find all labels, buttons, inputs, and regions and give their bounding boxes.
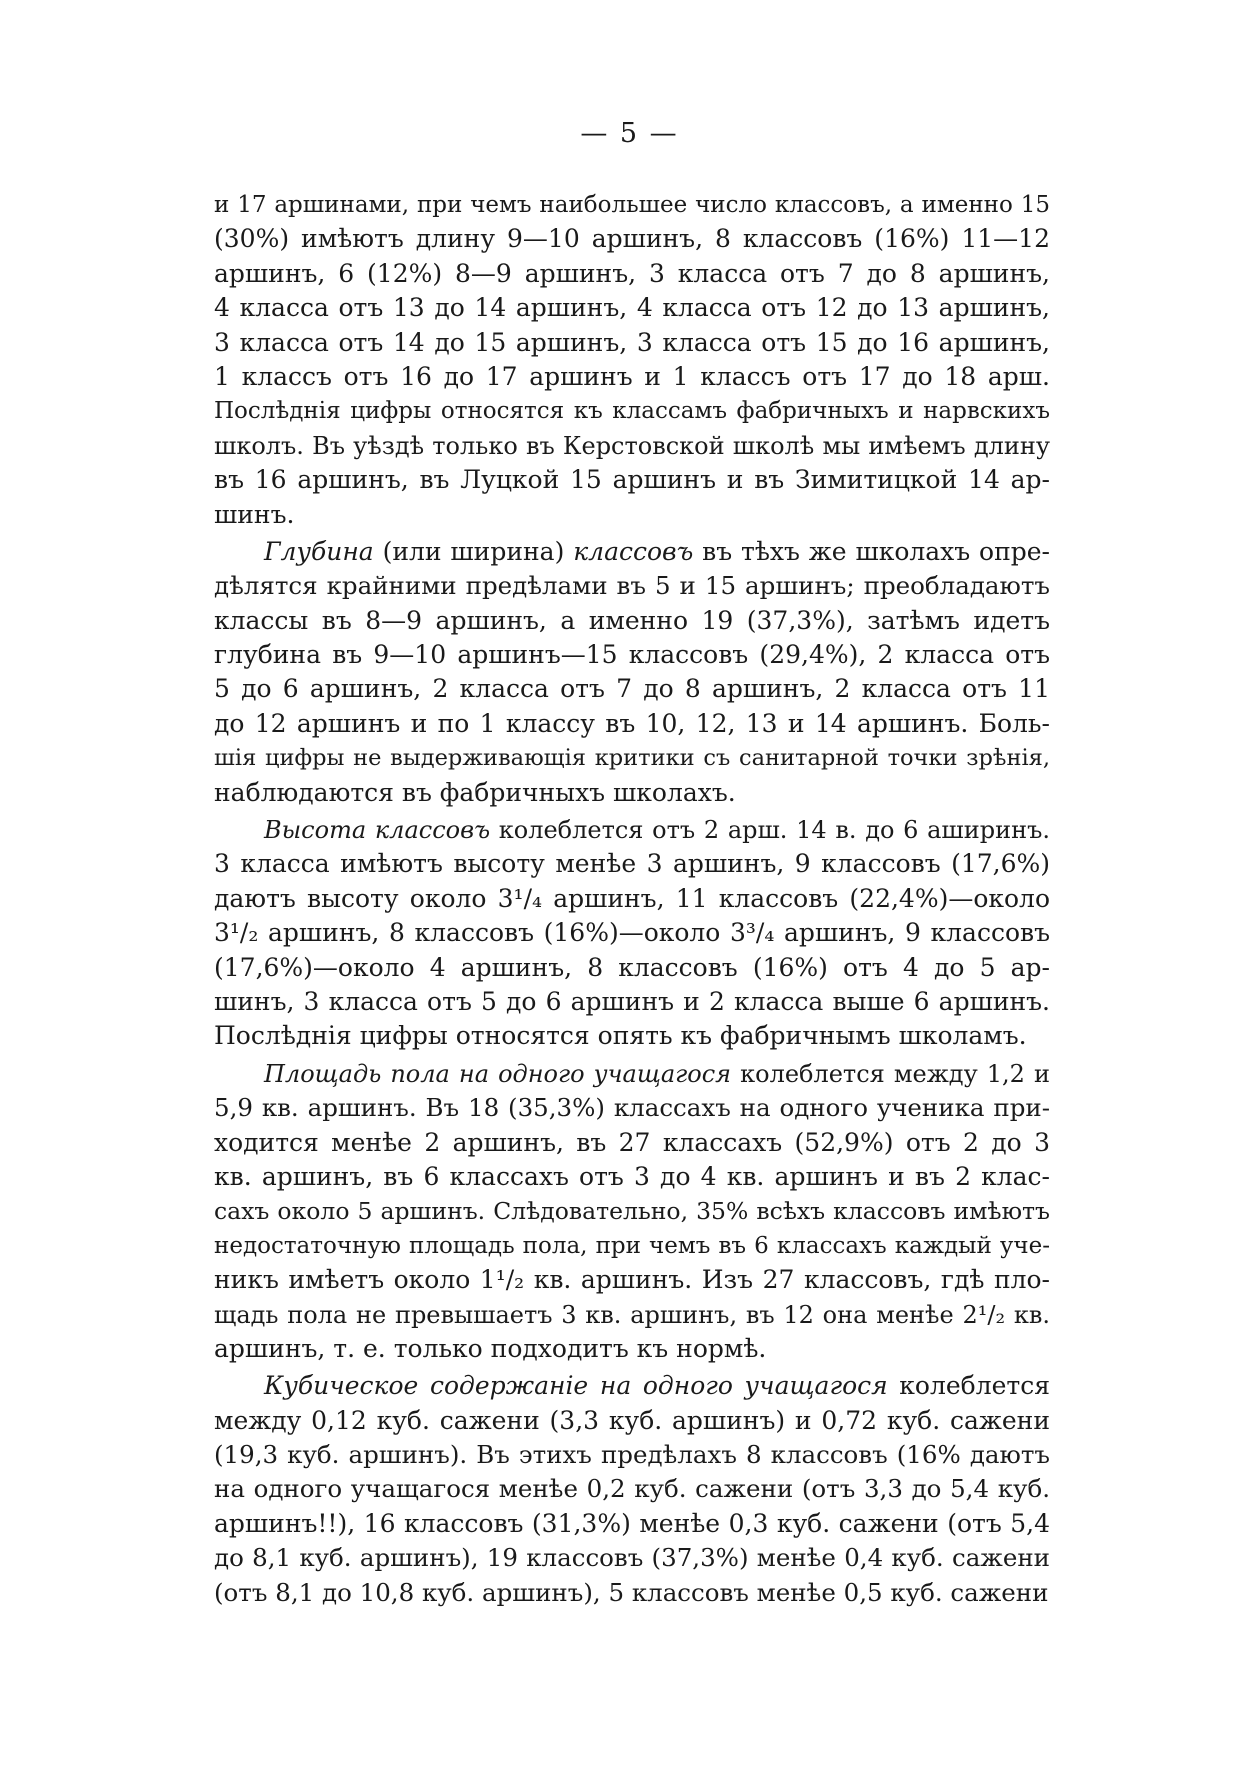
paragraph xyxy=(214,813,1050,1054)
text-line xyxy=(214,813,1050,847)
line-text: классы въ 8—9 аршинъ, а именно 19 (37,3%), затѣмъ идетъ xyxy=(214,605,1050,635)
text-line xyxy=(214,1057,1050,1091)
body-text xyxy=(214,188,1050,1610)
line-text: (или ширина) xyxy=(373,536,574,566)
paragraph xyxy=(214,1369,1050,1610)
text-line xyxy=(214,638,1050,672)
line-text: кв. аршинъ, въ 6 классахъ отъ 3 до 4 кв. аршинъ и въ 2 клас- xyxy=(214,1161,1050,1191)
line-text: въ тѣхъ же школахъ опре- xyxy=(693,536,1050,566)
line-text: и 17 аршинами, при чемъ наибольшее число классовъ, а именно 15 xyxy=(214,192,1050,218)
line-text: въ 16 аршинъ, въ Луцкой 15 аршинъ и въ Зимитицкой 14 ар- xyxy=(214,465,1050,495)
text-line xyxy=(214,222,1050,256)
text-line xyxy=(214,1019,1050,1053)
line-text: колеблется отъ 2 арш. 14 в. до 6 аширинъ. xyxy=(490,816,1050,845)
text-line xyxy=(214,291,1050,325)
paragraph xyxy=(214,535,1050,810)
line-text: шинъ. xyxy=(214,499,295,529)
text-line xyxy=(214,326,1050,360)
text-line xyxy=(214,1576,1050,1610)
text-line xyxy=(214,951,1050,985)
text-line xyxy=(214,1229,1050,1263)
text-line xyxy=(214,394,1050,428)
line-text: шія цифры не выдерживающія критики съ санитарной точки зрѣнія, xyxy=(214,745,1050,772)
line-text: наблюдаются въ фабричныхъ школахъ. xyxy=(214,777,736,807)
text-line xyxy=(214,535,1050,569)
paragraph xyxy=(214,188,1050,532)
line-text: ходится менѣе 2 аршинъ, въ 27 классахъ (52,9%) отъ 2 до 3 xyxy=(214,1127,1050,1157)
line-text: аршинъ, т. е. только подходитъ къ нормѣ. xyxy=(214,1333,767,1363)
line-text: (отъ 8,1 до 10,8 куб. аршинъ), 5 классовъ менѣе 0,5 куб. сажени xyxy=(214,1577,1049,1607)
text-line xyxy=(214,672,1050,706)
text-line xyxy=(214,1369,1050,1403)
text-line xyxy=(214,604,1050,638)
line-text: дѣлятся крайними предѣлами въ 5 и 15 аршинъ; преобладаютъ xyxy=(214,571,1050,601)
text-line xyxy=(214,1541,1050,1575)
text-line xyxy=(214,498,1050,532)
line-text: 3¹/₂ аршинъ, 8 классовъ (16%)—около 3³/₄ аршинъ, 9 классовъ xyxy=(214,918,1050,948)
text-line xyxy=(214,776,1050,810)
italic-term: Площадь пола на одного учащагося xyxy=(264,1059,732,1088)
text-line xyxy=(214,707,1050,741)
line-text: Послѣднія цифры относятся къ классамъ фабричныхъ и нарвскихъ xyxy=(214,398,1050,425)
text-line xyxy=(214,1160,1050,1194)
line-text: сахъ около 5 аршинъ. Слѣдовательно, 35% всѣхъ классовъ имѣютъ xyxy=(214,1197,1050,1226)
text-line xyxy=(214,1332,1050,1366)
line-text: щадь пола не превышаетъ 3 кв. аршинъ, въ 12 она менѣе 2¹/₂ кв. xyxy=(214,1300,1050,1329)
text-line xyxy=(214,1404,1050,1438)
text-line xyxy=(214,188,1050,222)
text-line xyxy=(214,985,1050,1019)
line-text: (17,6%)—около 4 аршинъ, 8 классовъ (16%) отъ 4 до 5 ар- xyxy=(214,952,1050,982)
text-line xyxy=(214,569,1050,603)
line-text: даютъ высоту около 3¹/₄ аршинъ, 11 классовъ (22,4%)—около xyxy=(214,883,1050,913)
line-text: Послѣднія цифры относятся опять къ фабричнымъ школамъ. xyxy=(214,1021,1027,1051)
line-text: 5,9 кв. аршинъ. Въ 18 (35,3%) классахъ на одного ученика при- xyxy=(214,1093,1050,1123)
line-text: аршинъ!!), 16 классовъ (31,3%) менѣе 0,3 куб. сажени (отъ 5,4 xyxy=(214,1508,1050,1538)
line-text: 3 класса отъ 14 до 15 аршинъ, 3 класса отъ 15 до 16 аршинъ, xyxy=(214,327,1050,357)
text-line xyxy=(214,257,1050,291)
italic-term: Кубическое содержаніе на одного учащагося xyxy=(264,1371,888,1401)
text-line xyxy=(214,1298,1050,1332)
text-line xyxy=(214,1126,1050,1160)
line-text: шинъ, 3 класса отъ 5 до 6 аршинъ и 2 класса выше 6 аршинъ. xyxy=(214,986,1050,1016)
text-line xyxy=(214,741,1050,775)
line-text: на одного учащагося менѣе 0,2 куб. сажени (отъ 3,3 до 5,4 куб. xyxy=(214,1474,1050,1504)
line-text: недостаточную площадь пола, при чемъ въ 6 классахъ каждый уче- xyxy=(214,1232,1050,1259)
line-text: никъ имѣетъ около 1¹/₂ кв. аршинъ. Изъ 27 классовъ, гдѣ пло- xyxy=(214,1265,1050,1295)
line-text: между 0,12 куб. сажени (3,3 куб. аршинъ) и 0,72 куб. сажени xyxy=(214,1405,1050,1435)
text-line xyxy=(214,1263,1050,1297)
line-text: (30%) имѣютъ длину 9—10 аршинъ, 8 классовъ (16%) 11—12 xyxy=(214,224,1050,254)
text-line xyxy=(214,882,1050,916)
paragraph xyxy=(214,1057,1050,1367)
line-text: 3 класса имѣютъ высоту менѣе 3 аршинъ, 9 классовъ (17,6%) xyxy=(214,849,1050,879)
text-line xyxy=(214,1438,1050,1472)
text-line xyxy=(214,847,1050,881)
line-text: (19,3 куб. аршинъ). Въ этихъ предѣлахъ 8 классовъ (16% даютъ xyxy=(214,1440,1050,1470)
line-text: колеблется между 1,2 и xyxy=(731,1059,1051,1088)
line-text: 4 класса отъ 13 до 14 аршинъ, 4 класса отъ 12 до 13 аршинъ, xyxy=(214,293,1050,323)
line-text: до 12 аршинъ и по 1 классу въ 10, 12, 13 и 14 аршинъ. Боль- xyxy=(214,708,1050,738)
text-line xyxy=(214,360,1050,394)
line-text: аршинъ, 6 (12%) 8—9 аршинъ, 3 класса отъ 7 до 8 аршинъ, xyxy=(214,258,1050,288)
italic-term: Высота классовъ xyxy=(264,816,491,845)
line-text: глубина въ 9—10 аршинъ—15 классовъ (29,4%), 2 класса отъ xyxy=(214,640,1050,670)
text-line xyxy=(214,463,1050,497)
text-line xyxy=(214,429,1050,463)
line-text: 5 до 6 аршинъ, 2 класса отъ 7 до 8 аршинъ, 2 класса отъ 11 xyxy=(214,674,1050,704)
italic-term: классовъ xyxy=(573,536,694,566)
italic-term: Глубина xyxy=(264,536,374,566)
text-line xyxy=(214,1507,1050,1541)
text-line xyxy=(214,916,1050,950)
line-text: школъ. Въ уѣздѣ только въ Керстовской школѣ мы имѣемъ длину xyxy=(214,431,1050,460)
text-line xyxy=(214,1194,1050,1228)
line-text: 1 классъ отъ 16 до 17 аршинъ и 1 классъ отъ 17 до 18 арш. xyxy=(214,361,1050,391)
page-number: — 5 — xyxy=(580,118,679,149)
text-line xyxy=(214,1091,1050,1125)
text-line xyxy=(214,1472,1050,1506)
line-text: до 8,1 куб. аршинъ), 19 классовъ (37,3%) менѣе 0,4 куб. сажени xyxy=(214,1543,1050,1573)
line-text: колеблется xyxy=(887,1371,1050,1401)
